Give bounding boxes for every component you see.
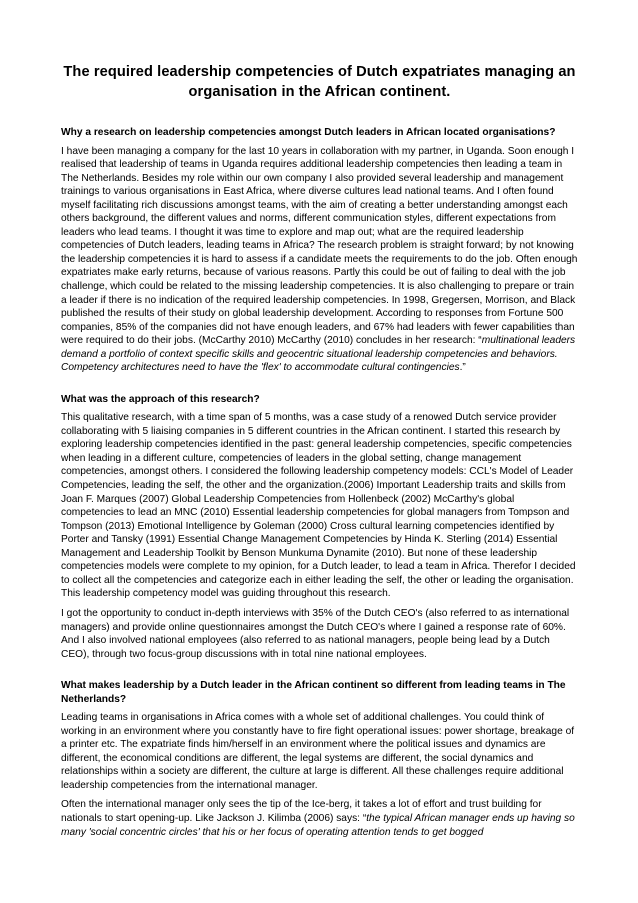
section-why-research <box>61 126 578 375</box>
quote-close: .” <box>459 362 466 374</box>
section-paragraph <box>61 798 578 839</box>
section-approach <box>61 393 578 661</box>
kilimba-quote: the typical African manager ends up having so many 'social concentric circles' that his or her focus of operating attention tends to get bogged <box>61 812 575 838</box>
paragraph-text: I have been managing a company for the last 10 years in collaboration with my partner, in Uganda. Soon enough I realised that leadership of teams in Uganda requires additional leadership competencies then leading a team in The Netherlands. Besides my role within our own company I also provided several leadership and management trainings to various organisations in East Africa, where diverse cultures lead national teams. And I often found myself facilitating rich discussions amongst teams, with the aim of creating a better understanding amongst each others background, the different values and norms, different communication styles, different expectations from leaders who lead teams. I thought it was time to explore and map out; what are the required leadership competencies of Dutch leaders, leading teams in Africa? The research problem is straight forward; by not knowing the leadership competencies it is hard to assess if a candidate meets the requirements to do the job. Often enough expatriates make early returns, because of various reasons. Partly this could be out of failing to deal with the job challenge, which could be related to the missing leadership competencies. It is also challenging to prepare or train a leader if there is no indication of the required leadership competencies. In 1998, Gregersen, Morrison, and Black published the results of their study on global leadership development. According to responses from Fortune 500 companies, 85% of the companies did not have enough leaders, and 67% had leaders with fewer capabilities than were required to do their jobs. (McCarthy 2010) McCarthy (2010) concludes in her research: “ <box>61 145 578 347</box>
section-differences <box>61 679 578 839</box>
section-paragraph: I got the opportunity to conduct in-depth interviews with 35% of the Dutch CEO's (also referred to as international managers) and provide online questionnaires amongst the Dutch CEO's where I gained a response rate of 60%. And I also involved national employees (also referred to as national managers, people being lead by a Dutch CEO), through two focus-group discussions with in total nine national employees. <box>61 607 570 660</box>
research-quote: multinational leaders demand a portfolio of context specific skills and geocentric situational leadership competencies and behaviors. Competency architectures need to have the 'flex' to accommodate cultural contingencies <box>61 335 576 374</box>
section-paragraph <box>61 145 578 375</box>
section-spacer <box>61 667 578 679</box>
section-paragraph: This qualitative research, with a time span of 5 months, was a case study of a renowed Dutch service provider collaborating with 5 liaising companies in 5 different countries in the African continent. I started this research by exploring leadership competencies identified in the past: general leadership competencies, specific competencies when leading in a different culture, competencies of leaders in the global setting, change management competencies, amongst others. I considered the following leadership competency models: CCL's Model of Leader Competencies, leading the self, the other and the organization.(2006) Important Leadership traits and skills from Joan F. Marques (2007) Global Leadership Competencies from Hollenbeck (2002) McCarthy's global competencies to lead an MNC (2010) Essential leadership competencies for global managers from Tompson and Tompson (2013) Emotional Intelligence by Goleman (2000) Cross cultural learning competencies identified by Porter and Tansky (1991) Essential Change Management Competencies by Hinda K. Sterling (2014) Essential Management and Leadership Toolkit by Benson Munkuma Dynamite (2010). But none of these leadership competencies models were complete to my opinion, for a Dutch leader, to lead a team in Africa. Therefor I decided to collect all the competencies and categorize each in either leading the self, the other or leading the organisation. This leadership competency model was guiding throughout this research. <box>61 412 576 600</box>
paragraph-text: Often the international manager only sees the tip of the Ice-berg, it takes a lot of effort and trust building for nationals to start opening-up. Like Jackson J. Kilimba (2006) says: “ <box>61 799 542 824</box>
section-heading: Why a research on leadership competencies amongst Dutch leaders in African located organisations? <box>61 127 556 138</box>
section-heading: What makes leadership by a Dutch leader in the African continent so different from leading teams in The Netherlands? <box>61 680 566 705</box>
section-heading: What was the approach of this research? <box>61 393 260 405</box>
document-title: The required leadership competencies of Dutch expatriates managing an organisation in the African continent. <box>63 64 576 100</box>
document-page <box>61 62 578 845</box>
section-paragraph: Leading teams in organisations in Africa comes with a whole set of additional challenges. You could think of working in an environment where you constantly have to fire fight operational issues: power shortage, breakage of a printer etc. The expatriate finds him/herself in an environment where the political issues and dynamics are different, the economical conditions are different, the legal systems are different, the social dynamics and relationships within a society are different, the culture at large is different. All these challenges require additional leadership competencies from the international manager. <box>61 712 575 791</box>
section-spacer <box>61 381 578 393</box>
